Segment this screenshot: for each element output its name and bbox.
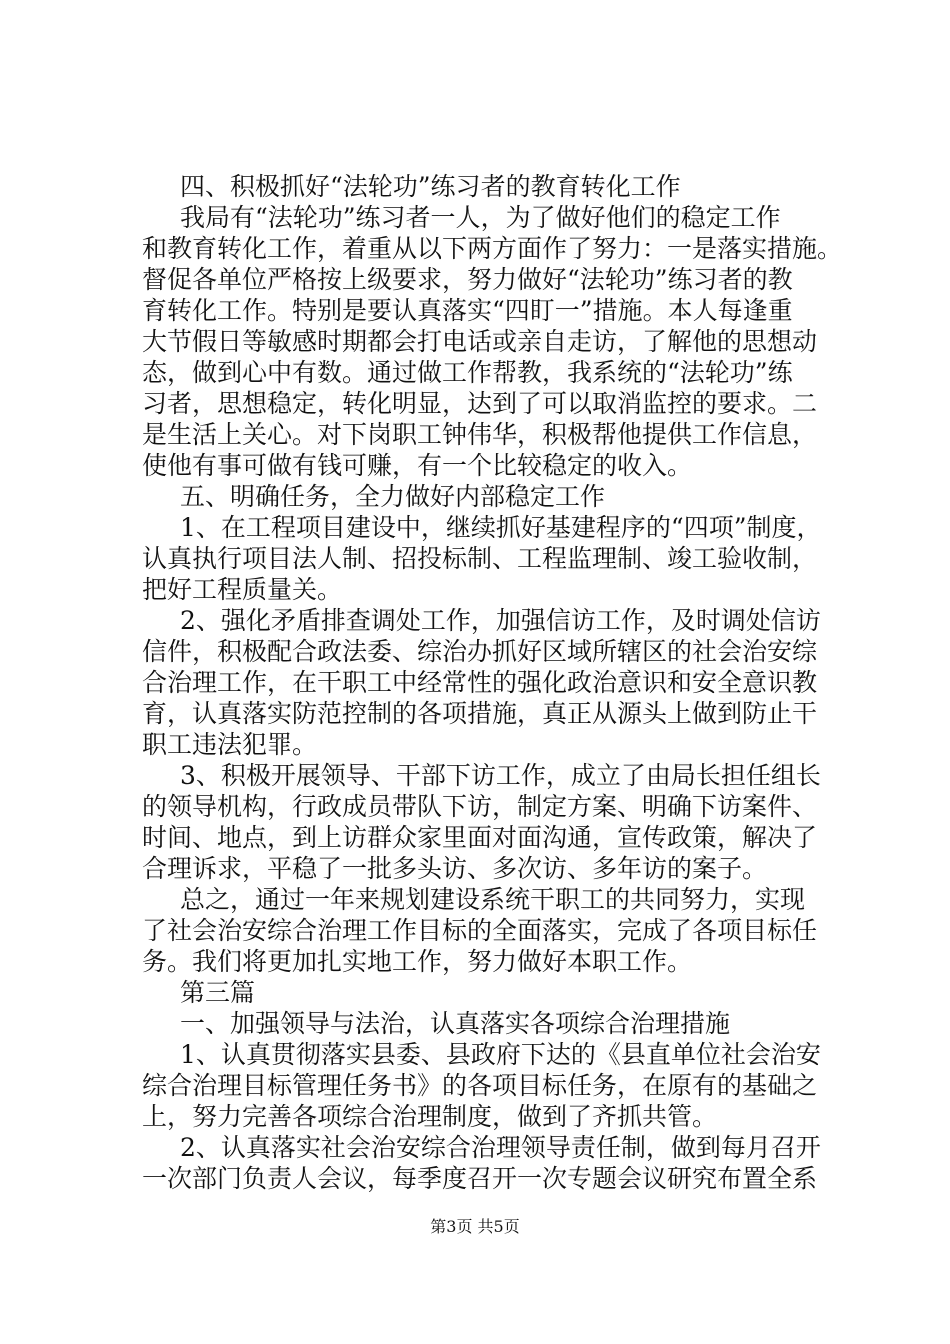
text-line: 育，认真落实防范控制的各项措施，真正从源头上做到防止干 (142, 699, 818, 728)
text-line: 我局有“法轮功”练习者一人，为了做好他们的稳定工作 (180, 203, 781, 232)
text-line: 2、认真落实社会治安综合治理领导责任制，做到每月召开 (180, 1133, 821, 1162)
text-line: 育转化工作。特别是要认真落实“四盯一”措施。本人每逢重 (142, 296, 793, 325)
text-line: 合理诉求，平稳了一批多头访、多次访、多年访的案子。 (142, 854, 768, 883)
document-body (142, 171, 843, 1194)
text-line: 习者，思想稳定，转化明显，达到了可以取消监控的要求。二 (142, 389, 818, 418)
text-line: 了社会治安综合治理工作目标的全面落实，完成了各项目标任 (142, 916, 818, 945)
text-line: 1、认真贯彻落实县委、县政府下达的《县直单位社会治安 (180, 1040, 821, 1069)
text-line: 认真执行项目法人制、招投标制、工程监理制、竣工验收制， (142, 544, 818, 573)
text-line: 第三篇 (180, 978, 256, 1007)
text-line: 职工违法犯罪。 (142, 730, 318, 759)
text-line: 3、积极开展领导、干部下访工作，成立了由局长担任组长 (180, 761, 821, 790)
text-line: 使他有事可做有钱可赚，有一个比较稳定的收入。 (142, 451, 693, 480)
text-line: 和教育转化工作，着重从以下两方面作了努力：一是落实措施。 (142, 234, 843, 263)
text-line: 总之，通过一年来规划建设系统干职工的共同努力，实现 (180, 885, 806, 914)
text-line: 四、积极抓好“法轮功”练习者的教育转化工作 (180, 172, 681, 201)
text-line: 信件，积极配合政法委、综治办抓好区域所辖区的社会治安综 (142, 637, 818, 666)
text-line: 务。我们将更加扎实地工作，努力做好本职工作。 (142, 947, 693, 976)
text-line: 是生活上关心。对下岗职工钟伟华，积极帮他提供工作信息， (142, 420, 818, 449)
text-line: 综合治理目标管理任务书》的各项目标任务，在原有的基础之 (142, 1071, 818, 1100)
text-line: 五、明确任务，全力做好内部稳定工作 (180, 482, 606, 511)
text-line: 大节假日等敏感时期都会打电话或亲自走访，了解他的思想动 (142, 327, 818, 356)
text-line: 合治理工作，在干职工中经常性的强化政治意识和安全意识教 (142, 668, 818, 697)
text-line: 督促各单位严格按上级要求，努力做好“法轮功”练习者的教 (142, 265, 793, 294)
text-line: 的领导机构，行政成员带队下访，制定方案、明确下访案件、 (142, 792, 818, 821)
text-line: 一次部门负责人会议，每季度召开一次专题会议研究布置全系 (142, 1164, 818, 1193)
text-line: 把好工程质量关。 (142, 575, 343, 604)
text-line: 2、强化矛盾排查调处工作，加强信访工作，及时调处信访 (180, 606, 821, 635)
text-line: 1、在工程项目建设中，继续抓好基建程序的“四项”制度， (180, 513, 822, 542)
text-line: 上，努力完善各项综合治理制度，做到了齐抓共管。 (142, 1102, 718, 1131)
text-line: 时间、地点，到上访群众家里面对面沟通，宣传政策，解决了 (142, 823, 818, 852)
page-footer: 第3页 共5页 (430, 1217, 520, 1236)
text-line: 一、加强领导与法治，认真落实各项综合治理措施 (180, 1009, 731, 1038)
text-line: 态，做到心中有数。通过做工作帮教，我系统的“法轮功”练 (142, 358, 793, 387)
